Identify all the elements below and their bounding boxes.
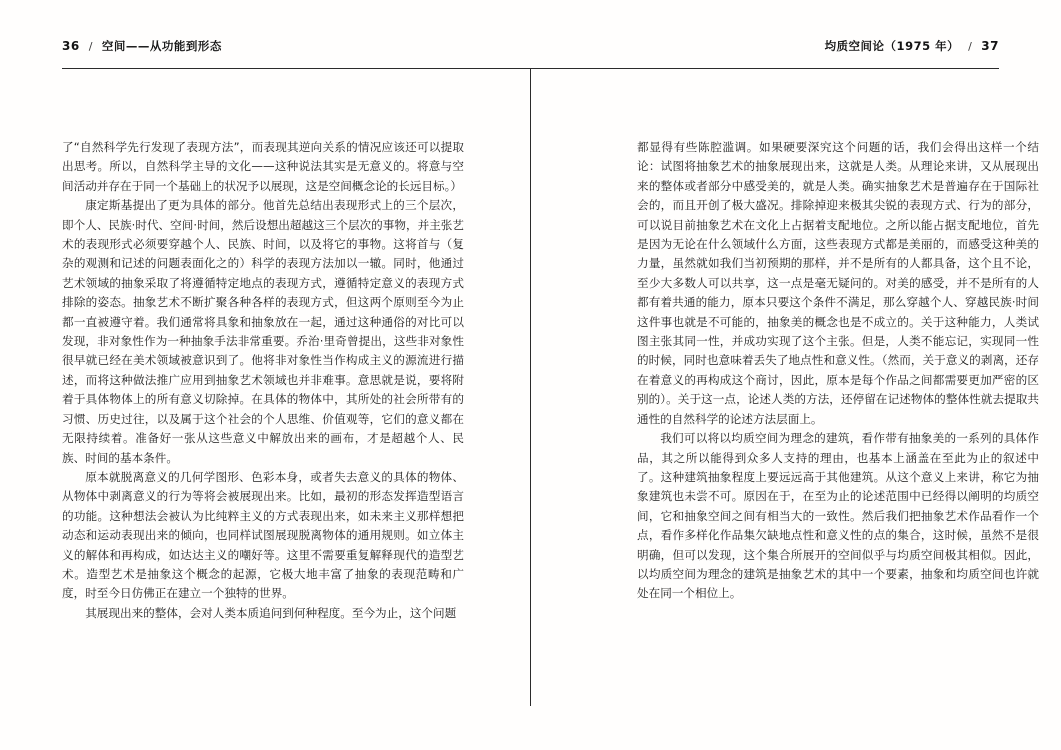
gutter-divider-rule xyxy=(530,68,531,706)
text-column-left xyxy=(62,138,464,623)
paragraph: 其展现出来的整体，会对人类本质追问到何种程度。至今为止，这个问题 xyxy=(85,605,457,620)
page-number-left: 36 xyxy=(62,39,80,53)
text-column-right xyxy=(637,138,1039,604)
page-number-right: 37 xyxy=(981,39,999,53)
paragraph: 我们可以将以均质空间为理念的建筑，看作带有抽象美的一系列的具体作品，其之所以能得到众多人支持的理由，也基本上涵盖在至此为止的叙述中了。这种建筑抽象程度上要远远高于其他建筑。从这个意义上来讲，称它为抽象建筑也未尝不可。原因在于，在至为止的论述范围中已经得以阐明的均质空间，它和抽象空间之间有相当大的一致性。然后我们把抽象艺术作品看作一个点，看作多样化作品集欠缺地点性和意义性的点的集合，这时候，虽然不是很明确，但可以发现，这个集合所展开的空间似乎与均质空间极其相似。因此，以均质空间为理念的建筑是抽象艺术的其中一个要素，抽象和均质空间也许就处在同一个相位上。 xyxy=(637,431,1039,601)
header-separator-right: / xyxy=(968,40,973,53)
paragraph: 都显得有些陈腔滥调。如果硬要深究这个问题的话，我们会得出这样一个结论：试图将抽象艺术的抽象展现出来，这就是人类。从理论来讲，又从展现出来的整体或者部分中感受美的，就是人类。确实抽象艺术是普遍存在于国际社会的，而且开创了极大盛况。排除掉迎来极其尖锐的表现方式、行为的部分，可以说目前抽象艺术在文化上占据着支配地位。之所以能占据支配地位，首先是因为无论在什么领域什么方面，这些表现方式都是美丽的，而感受这种美的力量，虽然就如我们当初预期的那样，并不是所有的人都具备，这个且不论，至少大多数人可以共享，这一点是毫无疑问的。对美的感受，并不是所有的人都有着共通的能力，原本只要这个条件不满足，那么穿越个人、穿越民族·时间这件事也就是不可能的，抽象美的概念也是不成立的。关于这种能力，人类试图主张其同一性，并成功实现了这个主张。但是，人类不能忘记，实现同一性的时候，同时也意味着丢失了地点性和意义性。（然而，关于意义的剥离，还存在着意义的再构成这个商讨，因此，原本是每个作品之间都需要更加严密的区别的）。关于这一点，论述人类的方法，还停留在记述物体的整体性就去提取共通性的自然科学的论述方法层面上。 xyxy=(637,140,1039,426)
chapter-title-left: 空间——从功能到形态 xyxy=(101,39,222,53)
paragraph: 原本就脱离意义的几何学图形、色彩本身，或者失去意义的具体的物体、从物体中剥离意义的行为等将会被展现出来。比如，最初的形态发挥造型语言的功能。这种想法会被认为比纯粹主义的方式表现出来，如未来主义那样想把动态和运动表现出来的倾向，也同样试图展现脱离物体的通用规则。如立体主义的解体和再构成，如达达主义的嘲好等。这里不需要重复解释现代的造型艺术。造型艺术是抽象这个概念的起源，它极大地丰富了抽象的表现范畴和广度，时至今日仿佛正在建立一个独特的世界。 xyxy=(62,469,464,601)
running-head-left xyxy=(62,38,222,54)
paragraph: 了“自然科学先行发现了表现方法”，而表现其逆向关系的情况应该还可以提取出思考。所以，自然科学主导的文化——这种说法其实是无意义的。将意与空间活动并存在于同一个基础上的状况予以展现，这是空间概念论的长远目标。） xyxy=(62,140,464,193)
running-head-right xyxy=(825,38,999,54)
header-separator-left: / xyxy=(88,40,93,53)
running-head xyxy=(0,38,1061,56)
paragraph: 康定斯基提出了更为具体的部分。他首先总结出表现形式上的三个层次，即个人、民族·时代、空间·时间，然后设想出超越这三个层次的事物，并主张艺术的表现形式必须要穿越个人、民族、时间，以及将它的事物。这将首与（复杂的观测和记述的问题表面化之的）科学的表现方法加以一辙。同时，他通过艺术领域的抽象采取了将遵循特定地点的表现方式，遵循特定意义的表现方式排除的姿态。抽象艺术不断扩聚各种各样的表现方式，但这两个原则至今为止都一直被遵守着。我们通常将具象和抽象放在一起，通过这种通俗的对比可以发现，非对象性作为一种抽象手法非常重要。乔治·里奇曾提出，这些非对象性很早就已经在美术领域被意识到了。他将非对象性当作构成主义的源流进行描述，而将这种做法推广应用到抽象艺术领域也并非难事。意思就是说，要将附着于具体物体上的所有意义切除掉。在具体的物体中，其所处的社会所带有的习惯、历史过往，以及属于这个社会的个人思维、价值观等，它们的意义都在无限持续着。准备好一张从这些意义中解放出来的画布，才是超越个人、民族、时间的基本条件。 xyxy=(62,198,464,465)
chapter-title-right: 均质空间论（1975 年） xyxy=(824,39,960,53)
